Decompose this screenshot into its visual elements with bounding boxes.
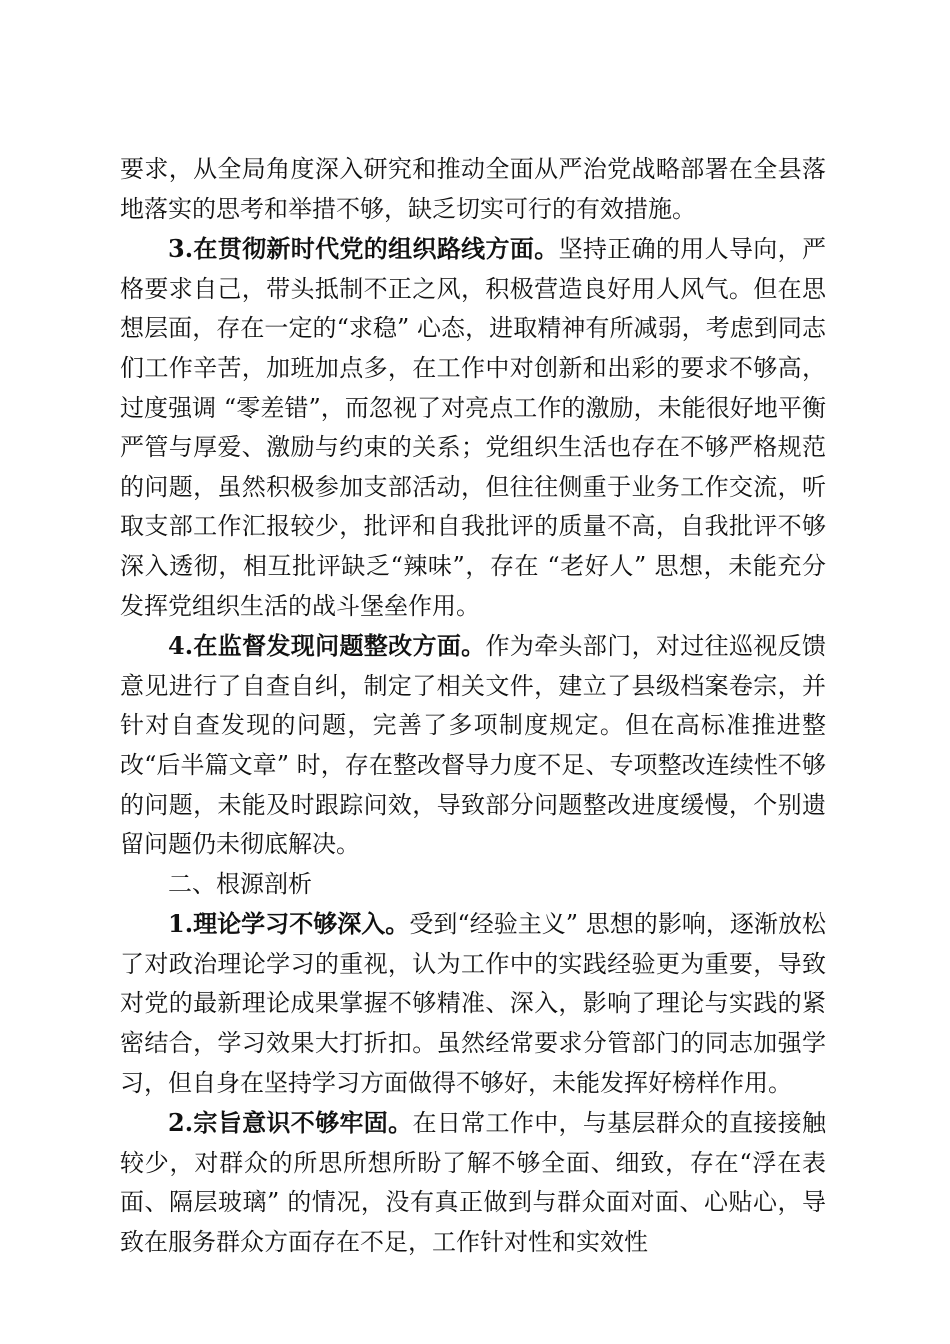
paragraph-text: 作为牵头部门，对过往巡视反馈意见进行了自查自纠，制定了相关文件，建立了县级档案卷宗，并针对自查发现的问题，完善了多项制度规定。但在高标准推进整改“后半篇文章” 时，存在整改督导力度不足、专项整改连续性不够的问题，未能及时跟踪问效，导致部分问题整改进度缓慢，个别遗留问题仍未彻底解决。 — [120, 632, 826, 859]
paragraph-heading: 3.在贯彻新时代党的组织路线方面。 — [168, 234, 559, 264]
paragraph-heading: 1.理论学习不够深入。 — [168, 909, 410, 939]
paragraph-continuation: 要求，从全局角度深入研究和推动全面从严治党战略部署在全县落地落实的思考和举措不够，缺乏切实可行的有效措施。 — [120, 155, 826, 223]
paragraph-heading: 2.宗旨意识不够牢固。 — [168, 1108, 413, 1138]
paragraph-heading: 4.在监督发现问题整改方面。 — [168, 631, 486, 661]
paragraph-text: 受到“经验主义” 思想的影响，逐渐放松了对政治理论学习的重视，认为工作中的实践经验更为重要，导致对党的最新理论成果掌握不够精准、深入，影响了理论与实践的紧密结合，学习效果大打折扣。虽然经常要求分管部门的同志加强学习，但自身在坚持学习方面做得不够好，未能发挥好榜样作用。 — [120, 910, 826, 1097]
paragraph-text: 坚持正确的用人导向，严格要求自己，带头抵制不正之风，积极营造良好用人风气。但在思想层面，存在一定的“求稳” 心态，进取精神有所减弱，考虑到同志们工作辛苦，加班加点多，在工作中对创新和出彩的要求不够高，过度强调 “零差错”，而忽视了对亮点工作的激励，未能很好地平衡严管与厚爱、激励与约束的关系；党组织生活也存在不够严格规范的问题，虽然积极参加支部活动，但往往侧重于业务工作交流，听取支部工作汇报较少，批评和自我批评的质量不高，自我批评不够深入透彻，相互批评缺乏“辣味”，存在 “老好人” 思想，未能充分发挥党组织生活的战斗堡垒作用。 — [120, 235, 826, 620]
paragraph-theory-study — [120, 904, 826, 1103]
section-title: 二、根源剖析 — [168, 869, 312, 898]
paragraph-organization-line — [120, 229, 826, 626]
paragraph-purpose-awareness — [120, 1103, 826, 1262]
paragraph-text: 在日常工作中，与基层群众的直接接触较少，对群众的所思所想所盼了解不够全面、细致，存在“浮在表面、隔层玻璃” 的情况，没有真正做到与群众面对面、心贴心，导致在服务群众方面存在不足，工作针对性和实效性 — [120, 1109, 826, 1257]
paragraph-rectification — [120, 626, 826, 865]
document-body — [120, 150, 826, 1263]
